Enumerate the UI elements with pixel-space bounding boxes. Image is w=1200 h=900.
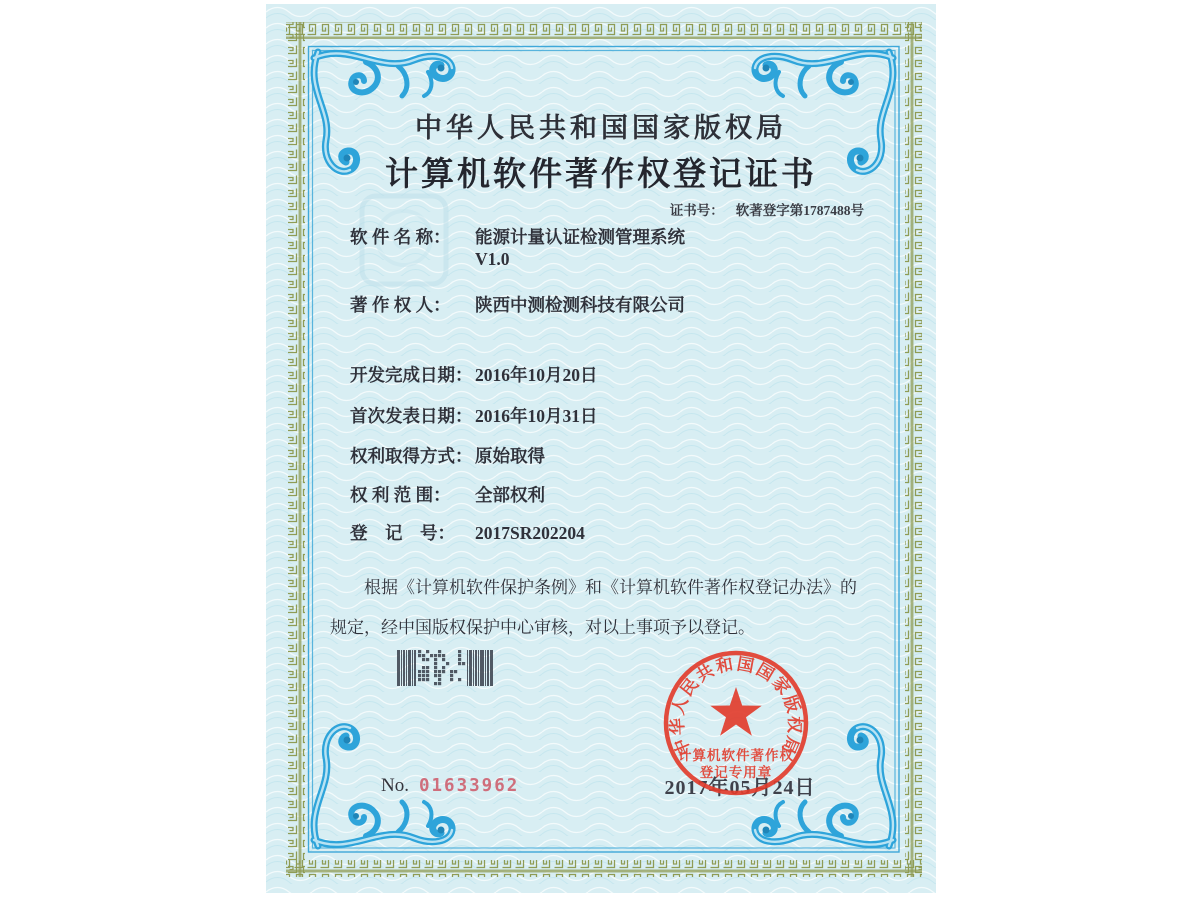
certificate-number-value: 软著登字第1787488号	[735, 203, 864, 218]
serial-label: No.	[381, 775, 409, 796]
certificate-number-line	[670, 199, 864, 219]
field-label: 著 作 权 人：	[350, 295, 451, 315]
field-value: 2017SR202204	[475, 523, 585, 543]
field-value: 陕西中测检测科技有限公司	[475, 295, 685, 315]
certificate-paper	[266, 4, 936, 893]
certificate-title: 计算机软件著作权登记证书	[385, 157, 817, 193]
seal-caption-line-2: 登记专用章	[699, 765, 773, 780]
statement-line-1: 根据《计算机软件保护条例》和《计算机软件著作权登记办法》的	[364, 578, 857, 597]
field-value: 原始取得	[475, 446, 545, 466]
field-right-scope	[350, 482, 545, 507]
field-value: 2016年10月20日	[475, 365, 598, 385]
serial-number-line	[381, 775, 519, 797]
field-label: 开发完成日期：	[350, 365, 473, 385]
official-seal	[651, 638, 821, 808]
seal-ring-text: 中华人民共和国国家版权局	[667, 654, 805, 759]
issue-date: 2017年05月24日	[664, 777, 816, 799]
field-label: 软 件 名 称：	[350, 227, 451, 247]
serial-number: 01633962	[418, 776, 520, 796]
seal-star	[710, 687, 761, 736]
field-copyright-owner	[350, 292, 685, 317]
certificate-number-label: 证书号：	[669, 203, 724, 218]
field-value: 能源计量认证检测管理系统	[475, 227, 685, 247]
field-first-publish-date	[350, 403, 598, 428]
field-right-acquisition	[350, 443, 545, 468]
field-value: 全部权利	[475, 485, 545, 505]
barcode	[397, 649, 494, 687]
field-registration-number	[350, 520, 585, 545]
statement-line-2: 规定，经中国版权保护中心审核，对以上事项予以登记。	[330, 618, 755, 637]
field-dev-complete-date	[350, 362, 598, 387]
field-label: 登 记 号：	[350, 523, 455, 543]
field-label: 权 利 范 围：	[350, 485, 451, 505]
seal-caption-line-1: 计算机软件著作权	[678, 748, 794, 763]
field-label: 权利取得方式：	[350, 446, 473, 466]
issuing-authority-title: 中华人民共和国国家版权局	[415, 113, 787, 143]
field-software-name	[350, 224, 685, 249]
registration-statement	[330, 568, 870, 648]
field-software-version: V1.0	[475, 249, 510, 269]
field-value: 2016年10月31日	[475, 406, 598, 426]
field-label: 首次发表日期：	[350, 406, 473, 426]
